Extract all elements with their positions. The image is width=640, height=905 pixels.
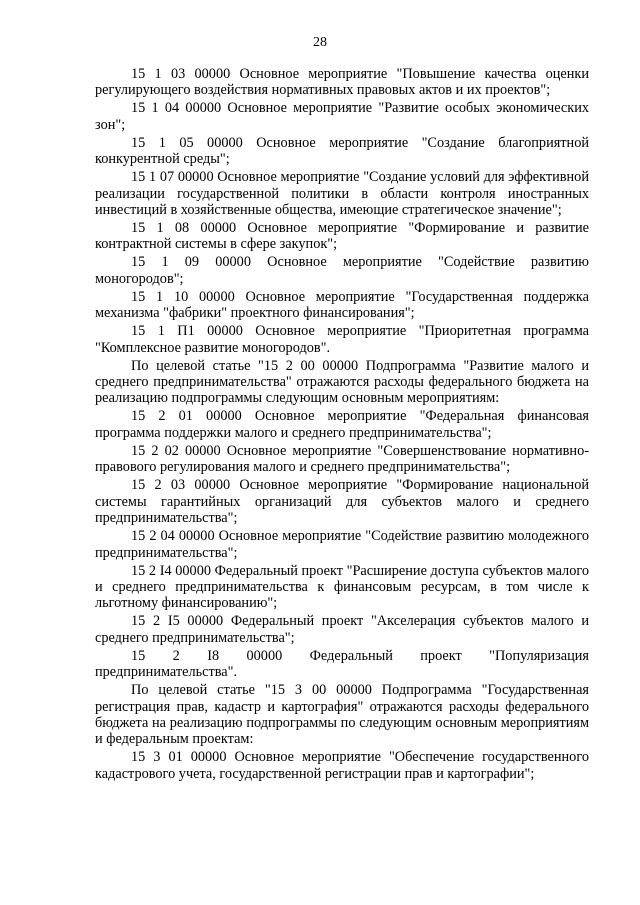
paragraph: По целевой статье "15 2 00 00000 Подпрограмма "Развитие малого и среднего предпринимательства" отражаются расходы федерального бюджета на реализацию подпрограммы следующим основным мероприятиям: [95, 357, 589, 407]
page-number: 28 [313, 35, 327, 50]
paragraph: 15 2 I4 00000 Федеральный проект "Расширение доступа субъектов малого и среднего предпринимательства к финансовым ресурсам, в том числе к льготному финансированию"; [95, 562, 589, 612]
paragraph: 15 1 09 00000 Основное мероприятие "Содействие развитию моногородов"; [95, 254, 589, 287]
paragraph: 15 2 I5 00000 Федеральный проект "Акселерация субъектов малого и среднего предпринимательства"; [95, 613, 589, 646]
paragraph: 15 1 10 00000 Основное мероприятие "Государственная поддержка механизма "фабрики" проектного финансирования"; [95, 288, 589, 322]
paragraph: 15 2 I8 00000 Федеральный проект "Популяризация предпринимательства". [95, 647, 589, 681]
paragraph: 15 2 03 00000 Основное мероприятие "Формирование национальной системы гарантийных организаций для субъектов малого и среднего предпринимательства"; [95, 477, 589, 527]
paragraph: 15 2 02 00000 Основное мероприятие "Совершенствование нормативно-правового регулирования малого и среднего предпринимательства"; [95, 442, 589, 476]
paragraph: 15 1 05 00000 Основное мероприятие "Создание благоприятной конкурентной среды"; [95, 134, 589, 168]
paragraph: 15 3 01 00000 Основное мероприятие "Обеспечение государственного кадастрового учета, государственной регистрации прав и картографии"; [95, 749, 589, 782]
paragraph: По целевой статье "15 3 00 00000 Подпрограмма "Государственная регистрация прав, кадастр и картография" отражаются расходы федерального бюджета на реализацию подпрограммы по следующим основным мероприятиям и федеральным проектам: [95, 682, 589, 748]
paragraph: 15 2 01 00000 Основное мероприятие "Федеральная финансовая программа поддержки малого и среднего предпринимательства"; [95, 408, 589, 441]
paragraph: 15 1 07 00000 Основное мероприятие "Создание условий для эффективной реализации государственной политики в области контроля иностранных инвестиций в хозяйственные общества, имеющие стратегическое значение"; [95, 169, 589, 219]
paragraph: 15 1 08 00000 Основное мероприятие "Формирование и развитие контрактной системы в сфере закупок"; [95, 220, 589, 253]
document-body [95, 66, 589, 784]
paragraph: 15 2 04 00000 Основное мероприятие "Содействие развитию молодежного предпринимательства"; [95, 528, 589, 561]
paragraph: 15 1 04 00000 Основное мероприятие "Развитие особых экономических зон"; [95, 100, 589, 133]
paragraph: 15 1 03 00000 Основное мероприятие "Повышение качества оценки регулирующего воздействия нормативных правовых актов и их проектов"; [95, 66, 589, 99]
paragraph: 15 1 П1 00000 Основное мероприятие "Приоритетная программа "Комплексное развитие моногородов". [95, 323, 589, 356]
